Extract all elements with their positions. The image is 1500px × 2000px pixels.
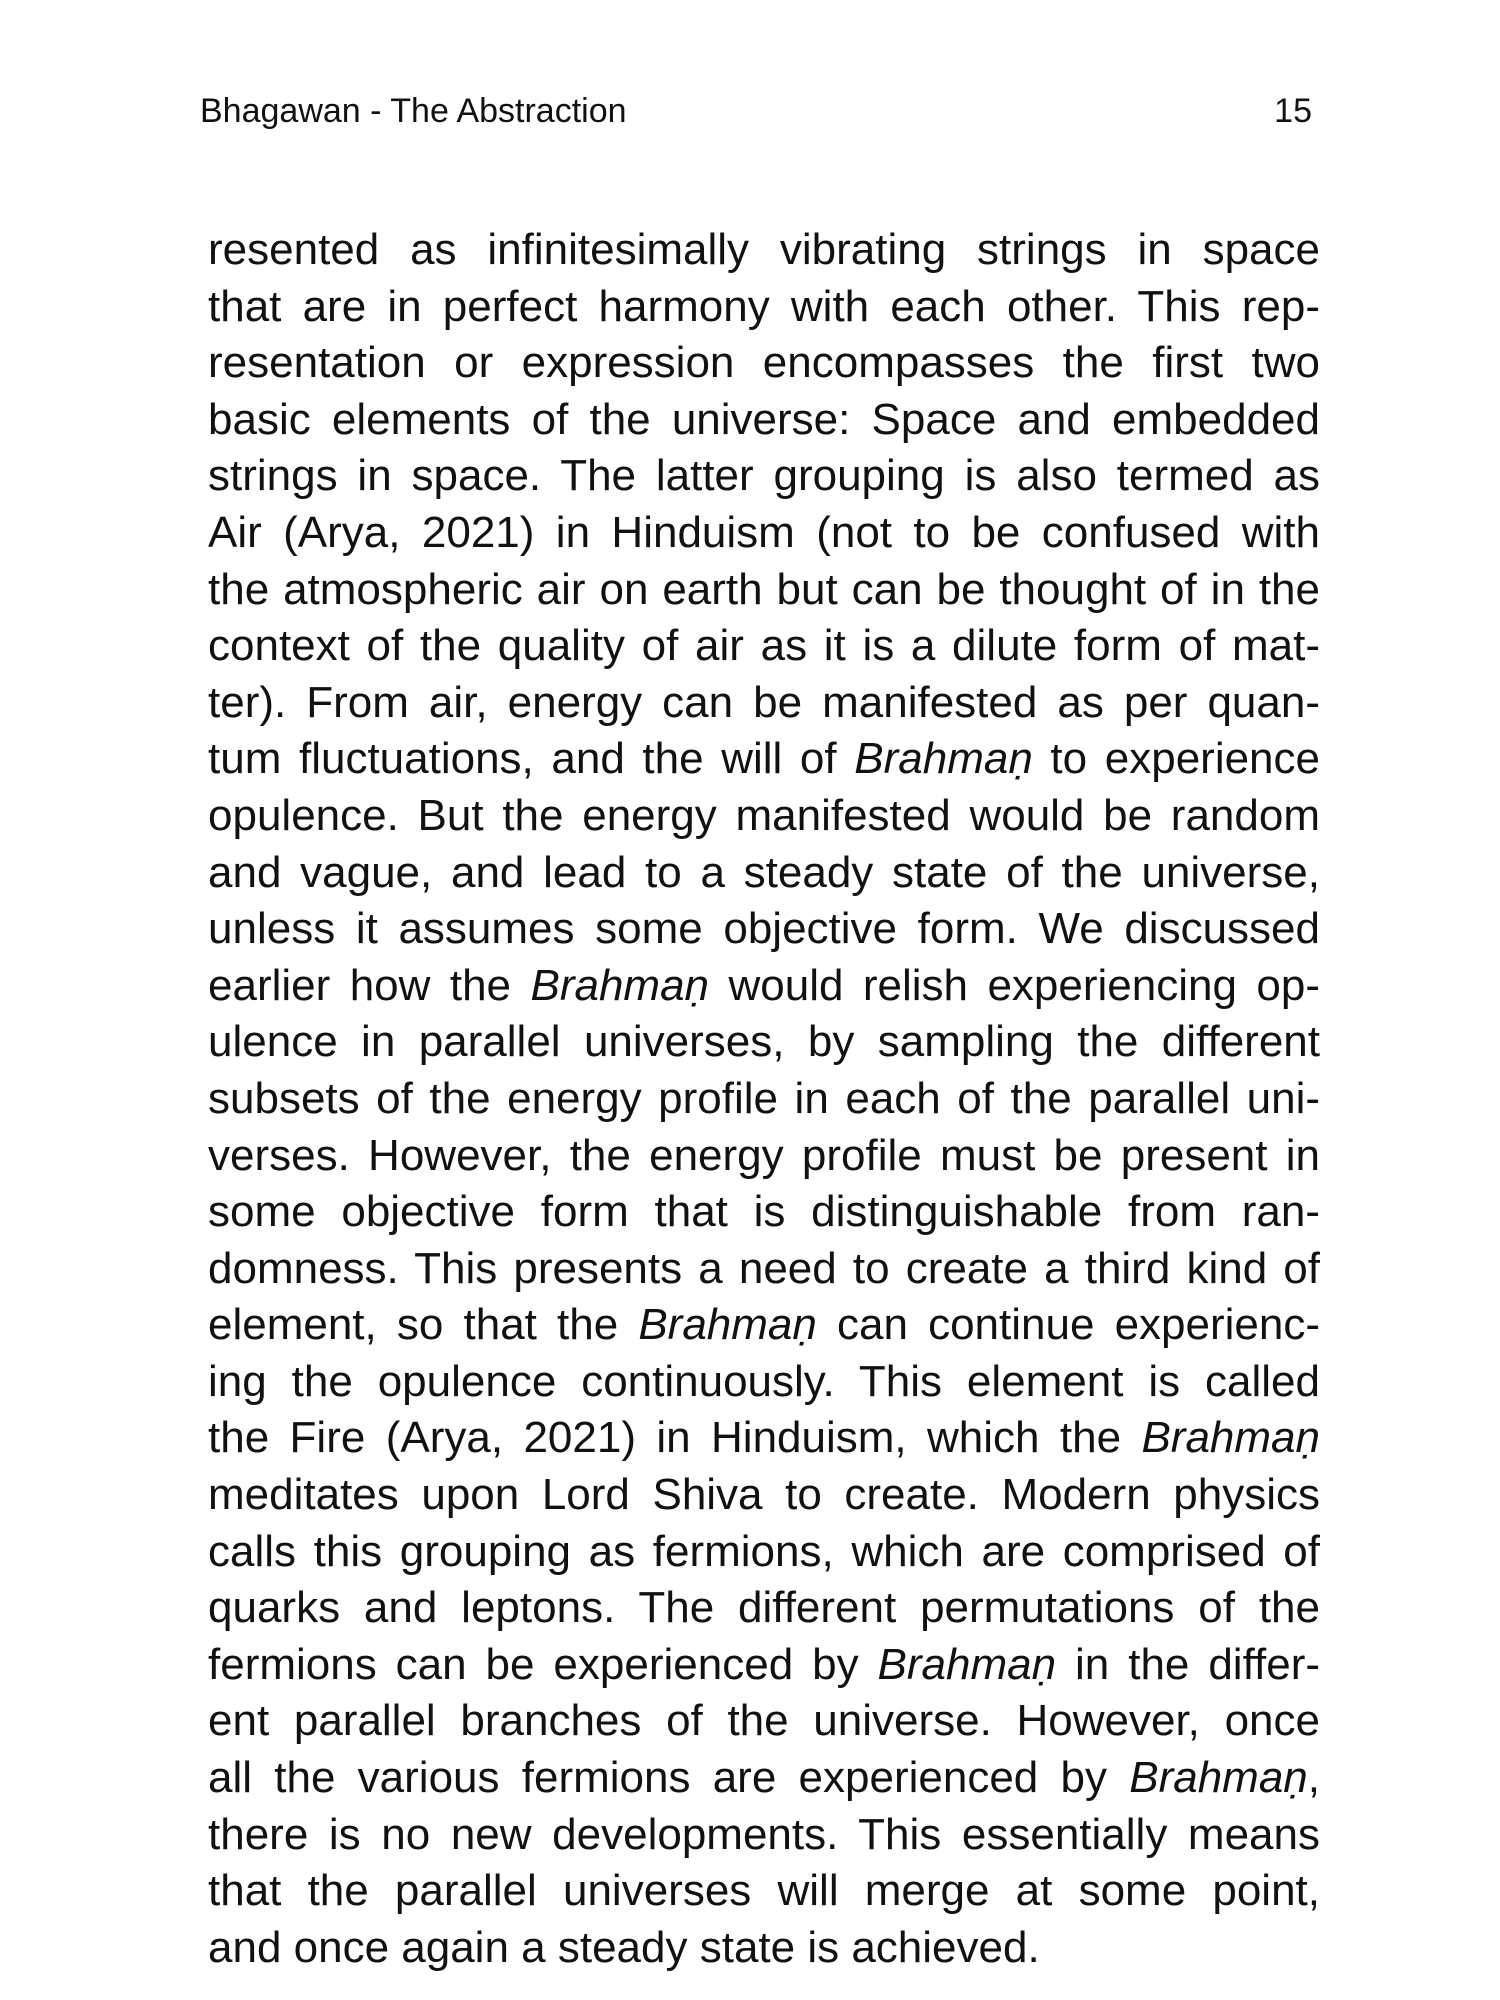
- body-line: that are in perfect harmony with each other. This rep-: [208, 281, 1320, 331]
- running-header: [200, 86, 1312, 136]
- page-number: 15: [1274, 92, 1312, 130]
- body-line: the Fire (Arya, 2021) in Hinduism, which the Brahmaṇ: [208, 1413, 1320, 1463]
- italic-term: Brahmaṇ: [854, 734, 1033, 784]
- body-line: fermions can be experienced by Brahmaṇ in the differ-: [208, 1639, 1321, 1689]
- body-line: all the various fermions are experienced by Brahmaṇ,: [208, 1753, 1320, 1803]
- body-line: calls this grouping as fermions, which are comprised of: [208, 1526, 1320, 1576]
- body-line: the atmospheric air on earth but can be thought of in the: [208, 564, 1320, 614]
- body-line: verses. However, the energy profile must be present in: [208, 1130, 1320, 1180]
- body-line: tum fluctuations, and the will of Brahmaṇ to experience: [208, 734, 1321, 784]
- body-line: and once again a steady state is achieved.: [208, 1922, 1040, 1972]
- running-title: Bhagawan - The Abstraction: [200, 92, 627, 130]
- body-line: ulence in parallel universes, by sampling the different: [208, 1017, 1320, 1067]
- body-line: opulence. But the energy manifested would be random: [208, 790, 1320, 840]
- body-line: and vague, and lead to a steady state of the universe,: [208, 847, 1320, 897]
- body-line: subsets of the energy profile in each of the parallel uni-: [208, 1073, 1320, 1123]
- body-text: [208, 222, 1320, 1976]
- italic-term: Brahmaṇ: [877, 1639, 1057, 1689]
- body-line: there is no new developments. This essentially means: [208, 1809, 1320, 1859]
- body-line: basic elements of the universe: Space and embedded: [208, 394, 1320, 444]
- body-line: some objective form that is distinguishable from ran-: [208, 1187, 1320, 1237]
- italic-term: Brahmaṇ: [530, 960, 710, 1010]
- body-line: that the parallel universes will merge at some point,: [208, 1866, 1320, 1916]
- body-line: Air (Arya, 2021) in Hinduism (not to be confused with: [208, 507, 1320, 557]
- body-line: context of the quality of air as it is a dilute form of mat-: [208, 621, 1320, 671]
- body-line: domness. This presents a need to create a third kind of: [208, 1243, 1320, 1293]
- body-line: quarks and leptons. The different permutations of the: [208, 1583, 1320, 1633]
- body-line: meditates upon Lord Shiva to create. Modern physics: [208, 1470, 1320, 1520]
- body-line: ter). From air, energy can be manifested as per quan-: [208, 677, 1320, 727]
- body-line: resentation or expression encompasses the first two: [208, 338, 1320, 388]
- body-line: unless it assumes some objective form. We discussed: [208, 904, 1320, 954]
- body-line: earlier how the Brahmaṇ would relish experiencing op-: [208, 960, 1320, 1010]
- body-line: element, so that the Brahmaṇ can continue experienc-: [208, 1300, 1321, 1350]
- body-line: strings in space. The latter grouping is also termed as: [208, 451, 1320, 501]
- italic-term: Brahmaṇ: [1129, 1753, 1308, 1803]
- body-line: ing the opulence continuously. This element is called: [208, 1356, 1320, 1406]
- italic-term: Brahmaṇ: [638, 1300, 817, 1350]
- italic-term: Brahmaṇ: [1141, 1413, 1320, 1463]
- body-line: ent parallel branches of the universe. However, once: [208, 1696, 1320, 1746]
- body-line: resented as infinitesimally vibrating strings in space: [208, 225, 1320, 274]
